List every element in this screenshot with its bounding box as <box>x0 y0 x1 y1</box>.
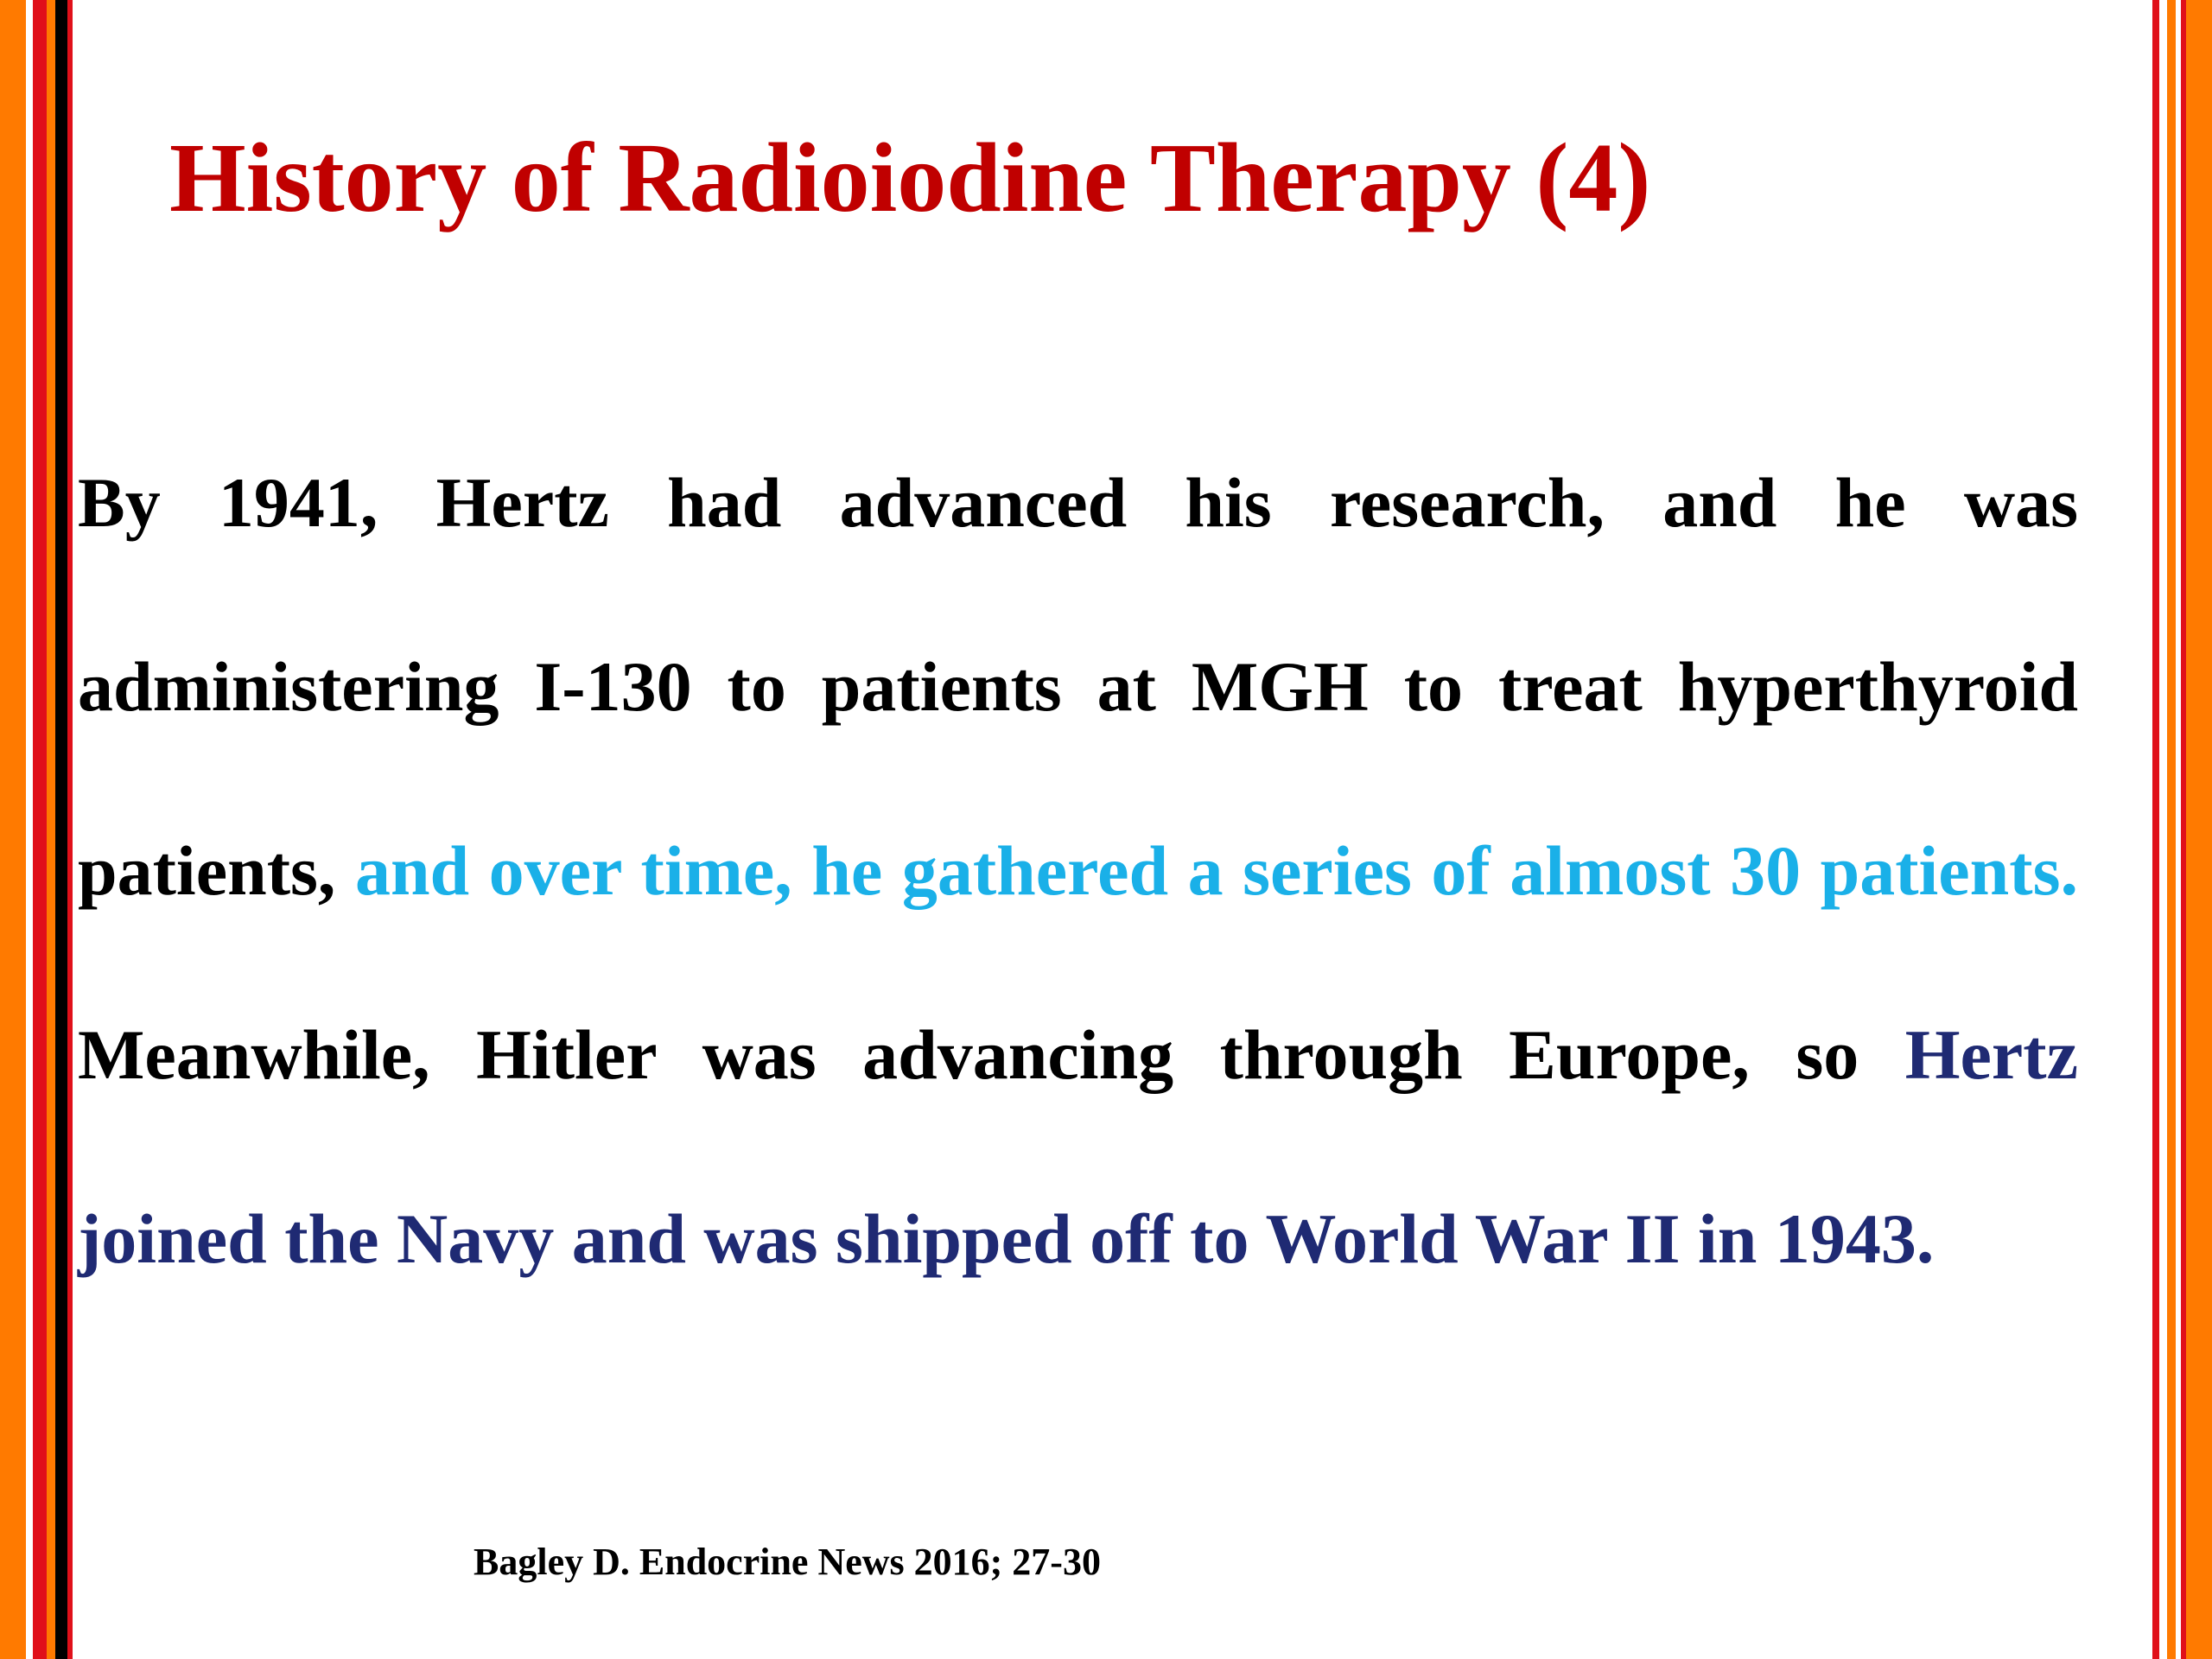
citation: Bagley D. Endocrine News 2016; 27-30 <box>474 1541 1101 1583</box>
right-border-orange-stripe-2 <box>2186 0 2212 1659</box>
body-text-segment-1: By 1941, Hertz had advanced his research, and he was administering I-130 to patients at MGH to treat hyperthyroid patients, <box>78 463 2078 910</box>
left-border-red-stripe-2 <box>67 0 73 1659</box>
body-paragraph <box>78 410 2078 1331</box>
body-text-segment-3: Meanwhile, Hitler was advancing through Europe, so <box>78 1015 1859 1094</box>
slide-title: History of Radioiodine Therapy (4) <box>169 123 1651 232</box>
left-border-red-stripe <box>33 0 47 1659</box>
left-border-orange-stripe <box>0 0 26 1659</box>
body-text-segment-2-highlight: and over time, he gathered a series of almost 30 patients. <box>354 831 2078 910</box>
body-text-segment-4-highlight: Hertz joined the Navy and was shipped off to World War II in 1943. <box>78 1015 2079 1278</box>
right-border-white-stripe <box>2159 0 2167 1659</box>
left-border-orange-stripe-2 <box>47 0 55 1659</box>
left-border-black-stripe <box>55 0 67 1659</box>
right-border-orange-stripe <box>2167 0 2176 1659</box>
right-border-red-stripe <box>2152 0 2159 1659</box>
left-border-white-stripe <box>26 0 33 1659</box>
